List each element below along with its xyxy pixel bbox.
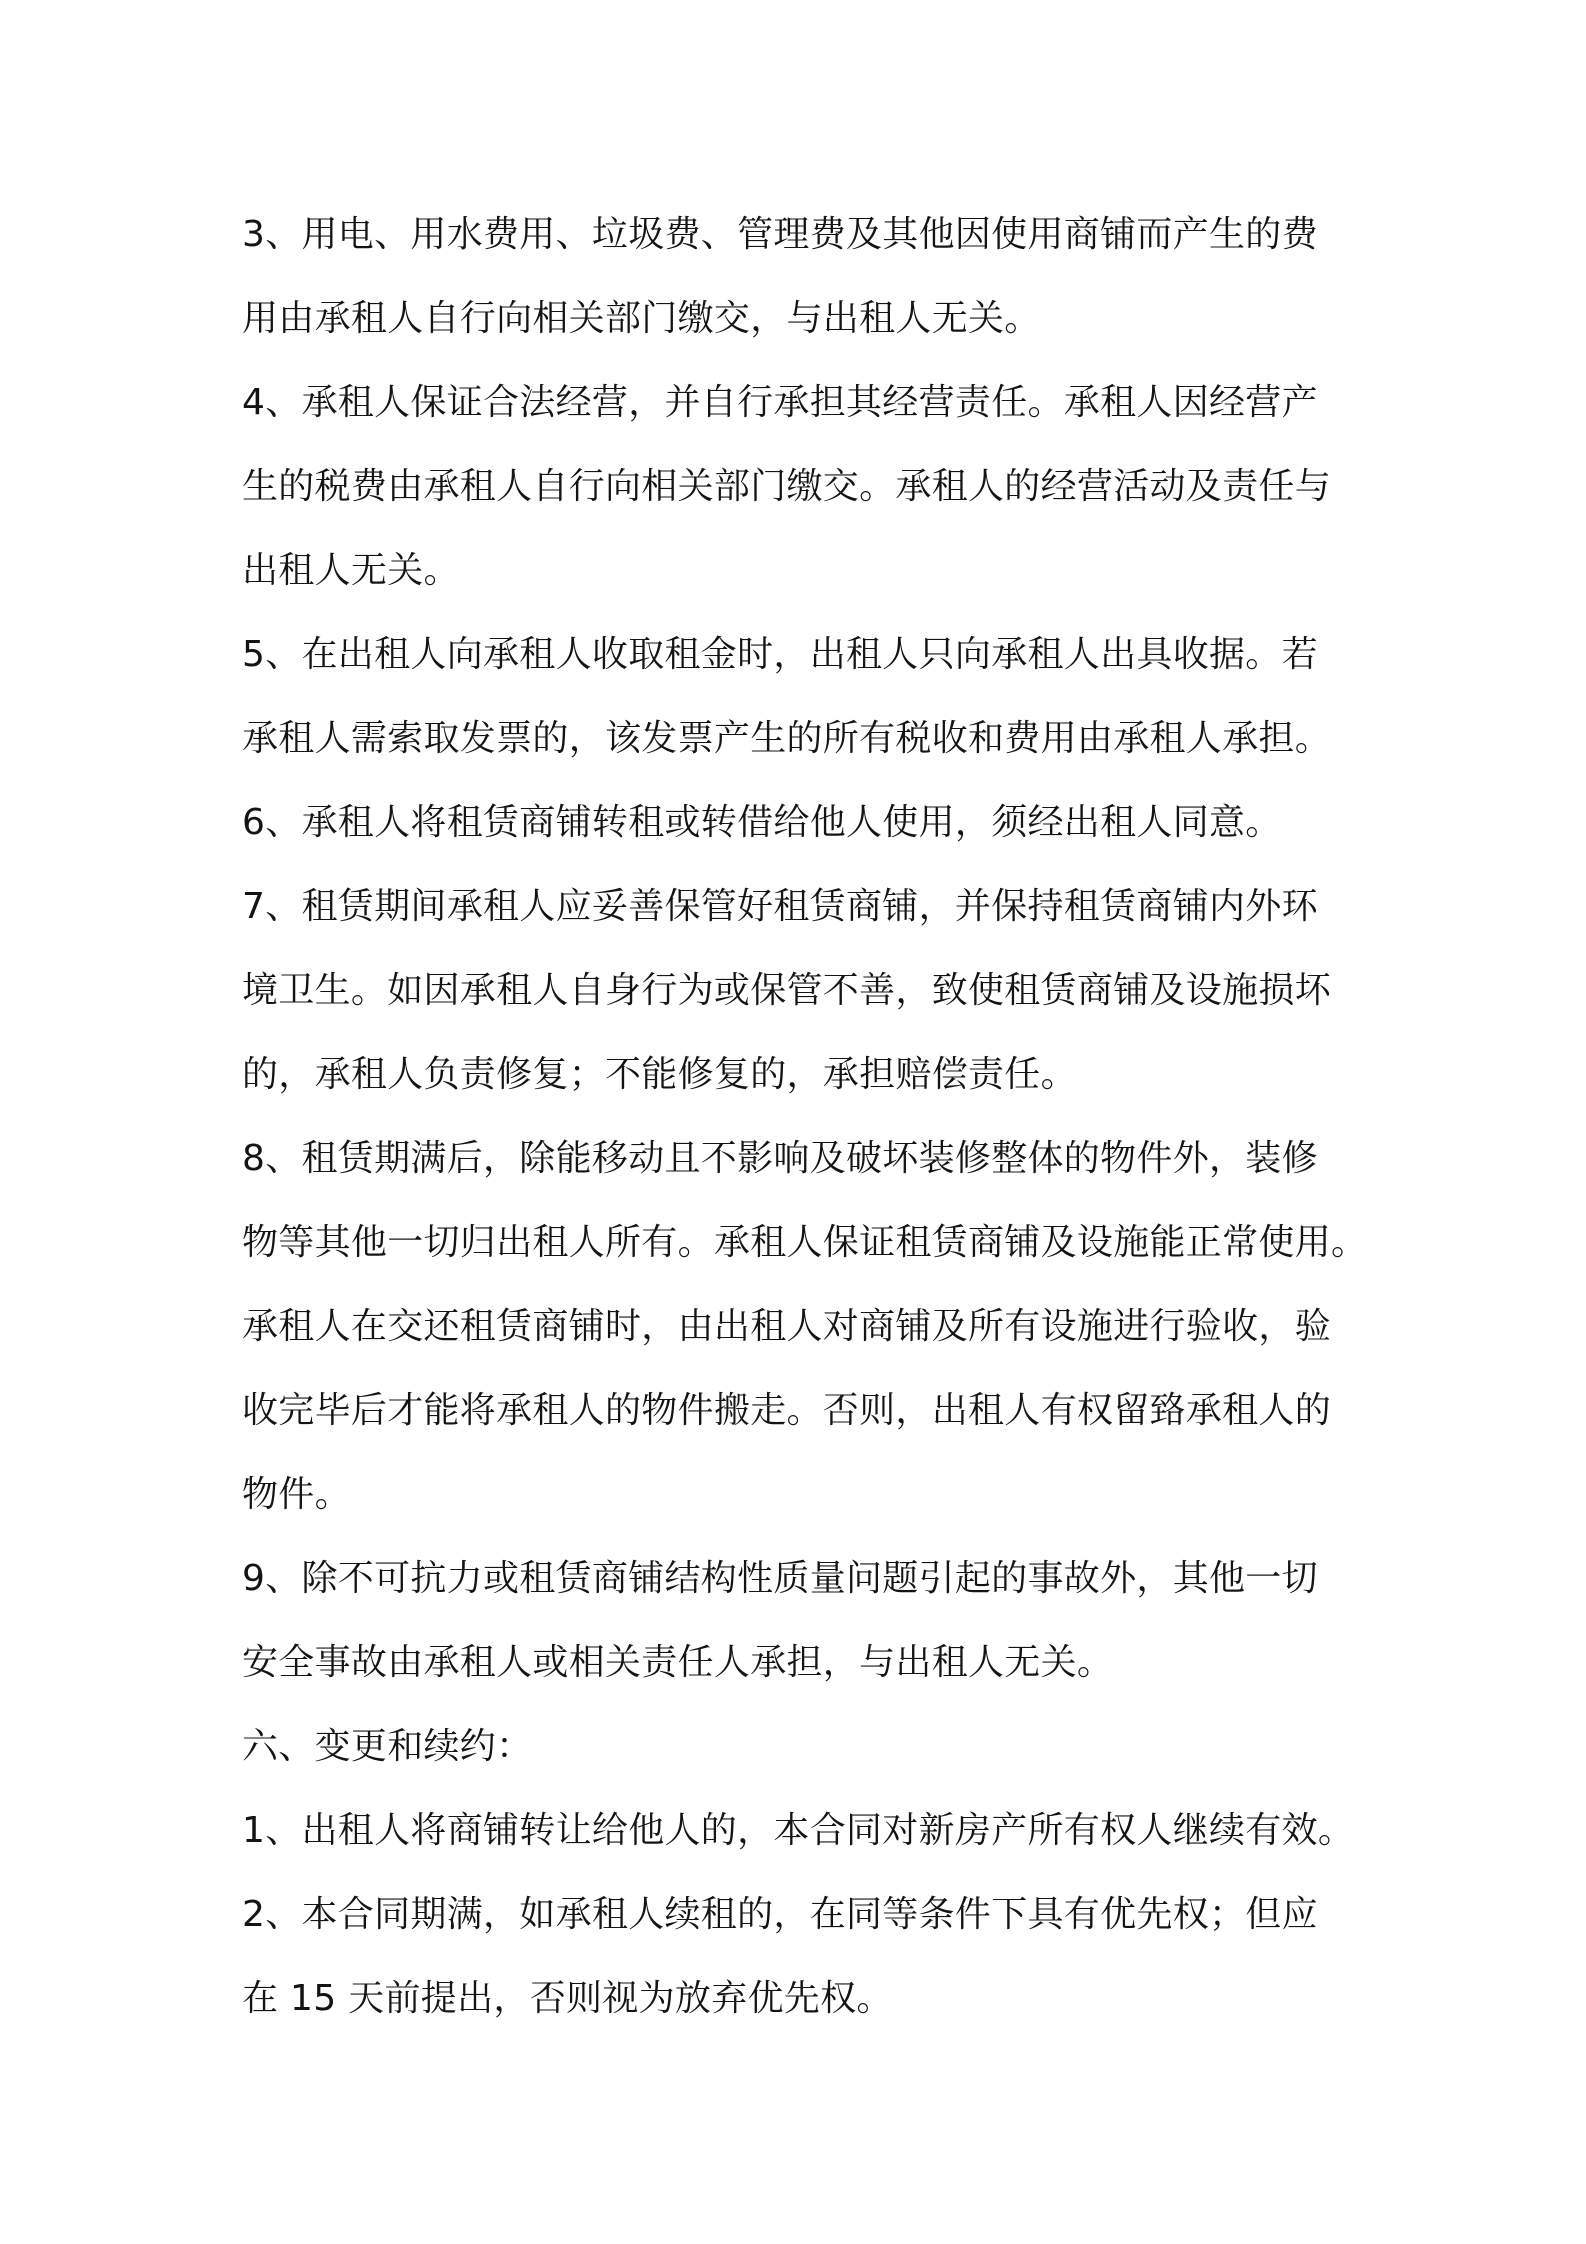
text-line: 7、租赁期间承租人应妥善保管好租赁商铺，并保持租赁商铺内外环 xyxy=(242,886,1318,927)
text-line: 生的税费由承租人自行向相关部门缴交。承租人的经营活动及责任与 xyxy=(242,466,1332,507)
text-line: 2、本合同期满，如承租人续租的，在同等条件下具有优先权；但应 xyxy=(242,1894,1318,1935)
text-line: 在 15 天前提出，否则视为放弃优先权。 xyxy=(242,1978,893,2019)
section-heading: 六、变更和续约： xyxy=(242,1726,533,1767)
text-line: 用由承租人自行向相关部门缴交，与出租人无关。 xyxy=(242,298,1041,339)
document-body xyxy=(242,193,1382,2041)
text-line: 出租人无关。 xyxy=(242,550,460,591)
text-line: 物等其他一切归出租人所有。承租人保证租赁商铺及设施能正常使用。 xyxy=(242,1222,1368,1263)
text-line: 的，承租人负责修复；不能修复的，承担赔偿责任。 xyxy=(242,1054,1077,1095)
text-line: 承租人需索取发票的，该发票产生的所有税收和费用由承租人承担。 xyxy=(242,718,1332,759)
text-line: 8、租赁期满后，除能移动且不影响及破坏装修整体的物件外，装修 xyxy=(242,1138,1318,1179)
text-line: 9、除不可抗力或租赁商铺结构性质量问题引起的事故外，其他一切 xyxy=(242,1558,1318,1599)
text-line: 境卫生。如因承租人自身行为或保管不善，致使租赁商铺及设施损坏 xyxy=(242,970,1332,1011)
text-line: 物件。 xyxy=(242,1474,351,1515)
text-line: 1、出租人将商铺转让给他人的，本合同对新房产所有权人继续有效。 xyxy=(242,1810,1355,1851)
text-line: 承租人在交还租赁商铺时，由出租人对商铺及所有设施进行验收，验 xyxy=(242,1306,1332,1347)
text-line: 6、承租人将租赁商铺转租或转借给他人使用，须经出租人同意。 xyxy=(242,802,1282,843)
text-line: 4、承租人保证合法经营，并自行承担其经营责任。承租人因经营产 xyxy=(242,382,1318,423)
text-line: 安全事故由承租人或相关责任人承担，与出租人无关。 xyxy=(242,1642,1114,1683)
text-line: 3、用电、用水费用、垃圾费、管理费及其他因使用商铺而产生的费 xyxy=(242,214,1318,255)
text-line: 收完毕后才能将承租人的物件搬走。否则，出租人有权留臵承租人的 xyxy=(242,1390,1332,1431)
text-line: 5、在出租人向承租人收取租金时，出租人只向承租人出具收据。若 xyxy=(242,634,1318,675)
